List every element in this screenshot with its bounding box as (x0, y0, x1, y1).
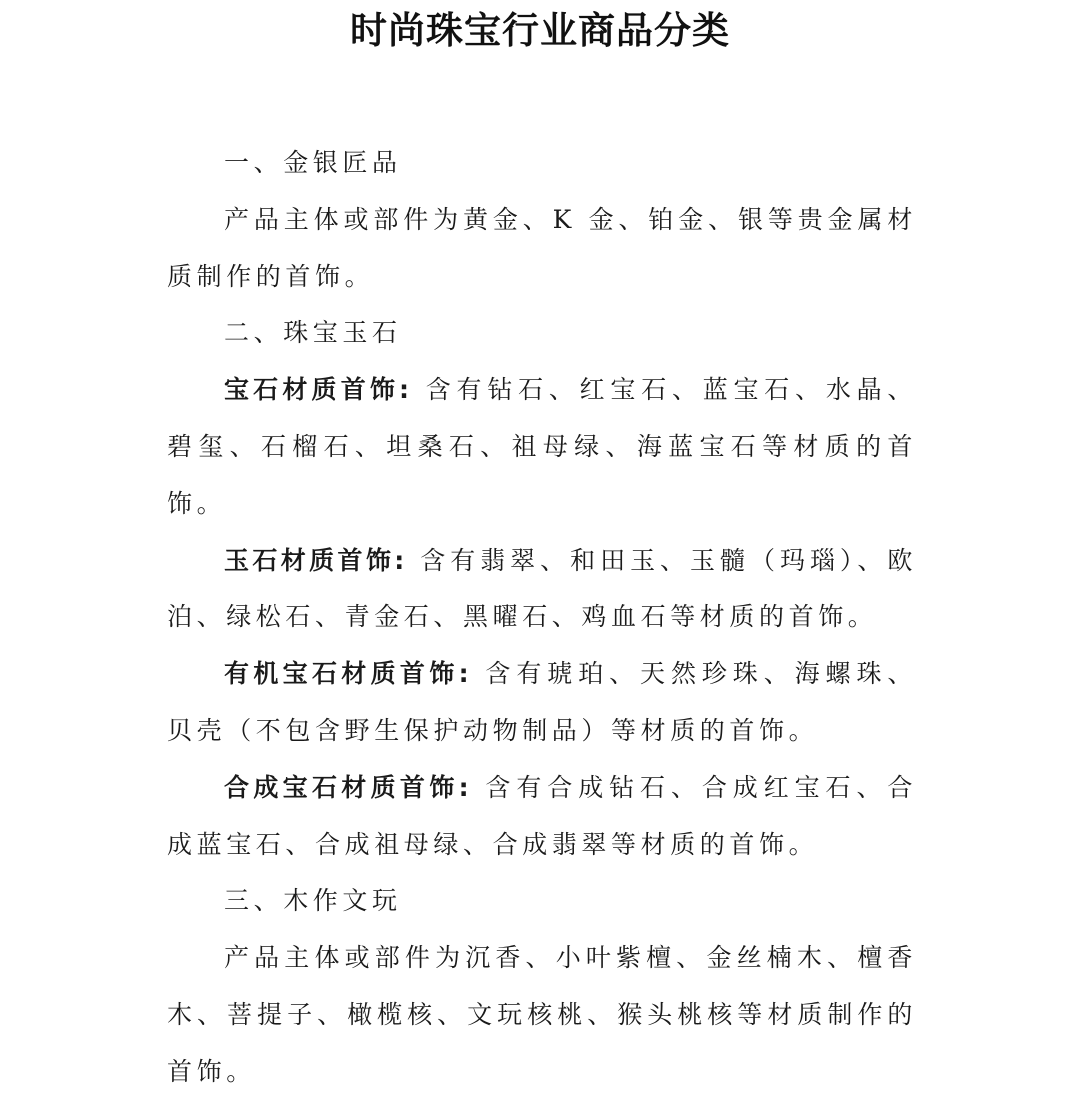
document-body (167, 135, 917, 1101)
lead-synthetic-gem-jewelry: 合成宝石材质首饰: (224, 772, 472, 802)
paragraph-gemstone-jewelry (167, 362, 917, 532)
paragraph-synthetic-gem-jewelry (167, 760, 917, 874)
text-jade-jewelry: 含有翡翠、和田玉、玉髓（玛瑙）、欧泊、绿松石、青金石、黑曜石、鸡血石等材质的首饰。 (167, 545, 917, 632)
text-organic-gem-jewelry: 含有琥珀、天然珍珠、海螺珠、贝壳（不包含野生保护动物制品）等材质的首饰。 (167, 659, 917, 745)
lead-organic-gem-jewelry: 有机宝石材质首饰: (224, 659, 472, 689)
document-title: 时尚珠宝行业商品分类 (350, 9, 730, 52)
section-text-precious-metal: 产品主体或部件为黄金、K 金、铂金、银等贵金属材质制作的首饰。 (167, 204, 917, 291)
section-heading-gems-jade: 二、珠宝玉石 (224, 318, 402, 348)
section-heading-wood-curios: 三、木作文玩 (224, 886, 402, 916)
text-gemstone-jewelry: 含有钻石、红宝石、蓝宝石、水晶、碧玺、石榴石、坦桑石、祖母绿、海蓝宝石等材质的首饰。 (167, 375, 917, 518)
paragraph-organic-gem-jewelry (167, 646, 917, 760)
lead-gemstone-jewelry: 宝石材质首饰: (224, 375, 413, 405)
text-synthetic-gem-jewelry: 含有合成钻石、合成红宝石、合成蓝宝石、合成祖母绿、合成翡翠等材质的首饰。 (167, 772, 917, 859)
paragraph-jade-jewelry (167, 533, 917, 647)
section-text-wood-curios: 产品主体或部件为沉香、小叶紫檀、金丝楠木、檀香木、菩提子、橄榄核、文玩核桃、猴头桃核等材质制作的首饰。 (167, 943, 917, 1086)
lead-jade-jewelry: 玉石材质首饰: (224, 545, 408, 575)
section-heading-precious-metal: 一、金银匠品 (224, 148, 402, 177)
